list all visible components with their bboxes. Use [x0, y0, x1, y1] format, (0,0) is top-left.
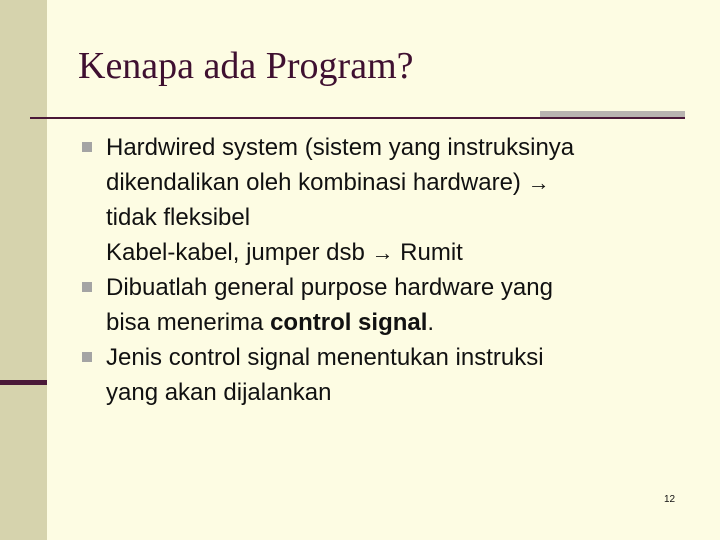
bullet-text-line — [106, 305, 702, 340]
bullet-bold-text: control signal — [270, 309, 428, 336]
bullet-text: . — [427, 309, 435, 336]
bullet-text-line — [106, 165, 702, 200]
sidebar-band — [0, 0, 47, 540]
page-number: 12 — [664, 494, 676, 505]
bullet-text: Kabel-kabel, jumper dsb — [106, 239, 372, 266]
sidebar-accent-bar — [0, 380, 47, 385]
bullet-text: bisa menerima — [106, 309, 271, 336]
bullet-item-general-purpose — [82, 270, 702, 340]
bullet-text-line — [106, 235, 702, 270]
bullet-item-control-signal — [82, 340, 702, 410]
bullet-text: dikendalikan oleh kombinasi hardware) — [106, 169, 528, 196]
bullet-text: Jenis control signal menentukan instruksi — [106, 344, 544, 371]
bullet-square-icon — [82, 352, 92, 362]
bullet-square-icon — [82, 142, 92, 152]
bullet-text: tidak fleksibel — [106, 204, 251, 231]
bullet-text: Hardwired system (sistem yang instruksinya — [106, 134, 575, 161]
right-arrow-icon: → — [371, 240, 394, 265]
title-divider — [30, 117, 685, 119]
bullet-item-hardwired — [82, 130, 702, 235]
bullet-text: Dibuatlah general purpose hardware yang — [106, 274, 553, 301]
slide-title: Kenapa ada Program? — [78, 45, 414, 87]
bullet-list — [82, 130, 702, 410]
bullet-text: Rumit — [393, 239, 463, 266]
bullet-square-icon — [82, 282, 92, 292]
bullet-continuation — [82, 235, 702, 270]
right-arrow-icon: → — [527, 170, 550, 195]
bullet-text: yang akan dijalankan — [106, 379, 332, 406]
